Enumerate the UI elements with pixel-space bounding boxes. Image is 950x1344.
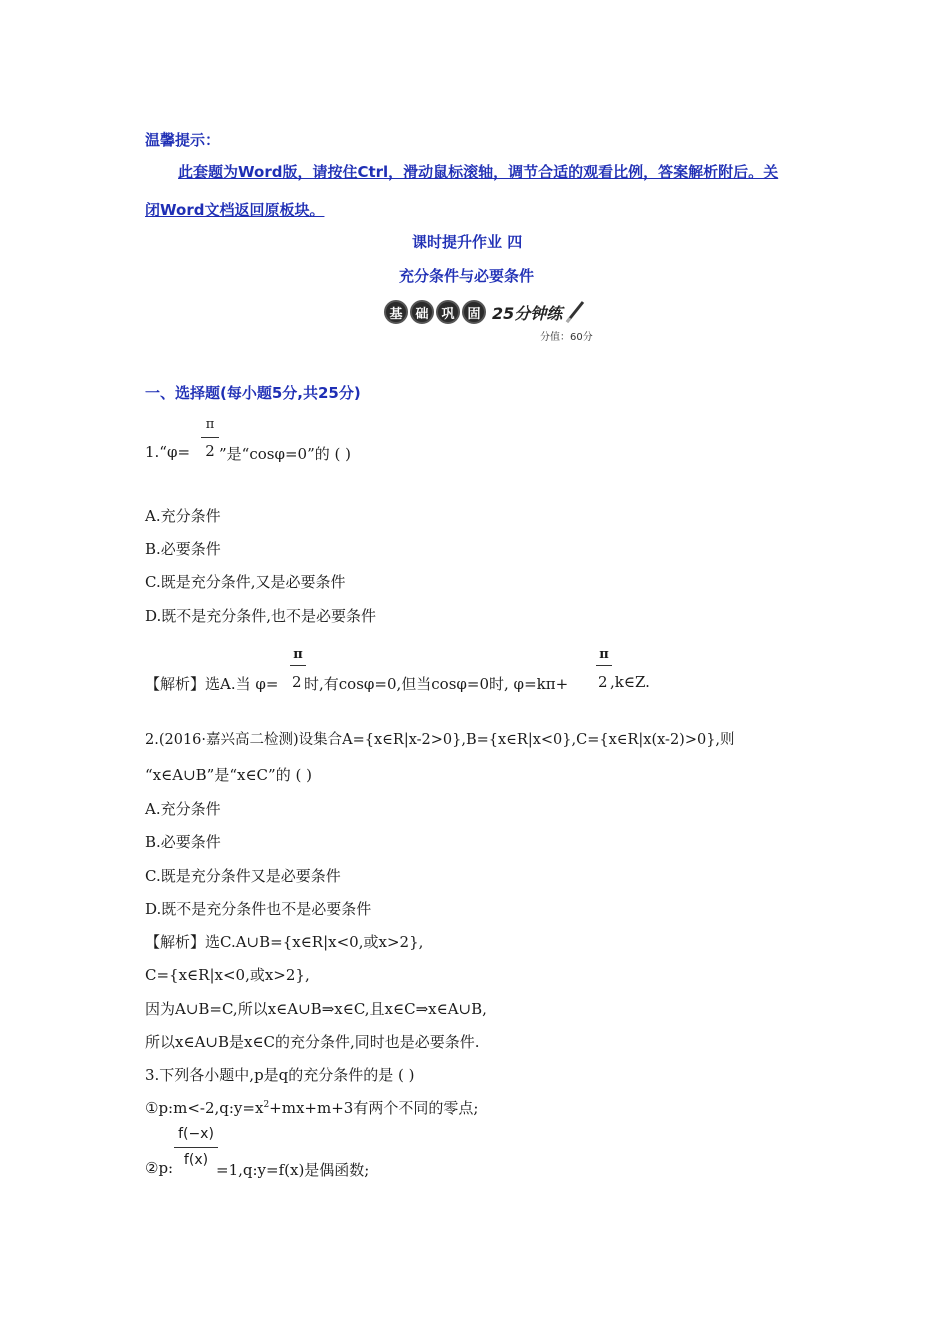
- q1-analysis-frac2-num: π: [599, 647, 609, 662]
- notice-link-line1[interactable]: 此套题为Word版，请按住Ctrl，滑动鼠标滚轴，调节合适的观看比例，答案解析附后。关: [178, 163, 779, 181]
- q1-frac-den: 2: [205, 442, 215, 460]
- badge-char-4: 固: [462, 300, 486, 324]
- q3-item2-part1: ②p:: [145, 1159, 174, 1177]
- q1-option-c: C.既是充分条件,又是必要条件: [145, 573, 346, 591]
- q2-option-b: B.必要条件: [145, 833, 221, 851]
- q1-analysis-den1: 2: [292, 673, 302, 691]
- q1-analysis-part3: ,k∈Z.: [610, 673, 650, 691]
- q2-stem-line2: “x∈A∪B”是“x∈C”的 ( ): [145, 766, 312, 784]
- q1-option-d: D.既不是充分条件,也不是必要条件: [145, 607, 377, 625]
- q2-option-a: A.充分条件: [145, 800, 221, 818]
- q1-analysis-frac1-num: π: [293, 647, 303, 662]
- q2-option-d: D.既不是充分条件也不是必要条件: [145, 900, 372, 918]
- badge-text: 25分钟练: [492, 303, 563, 323]
- q3-item1: [145, 1097, 478, 1118]
- notice-heading: 温馨提示：: [145, 131, 221, 149]
- q2-analysis-line2: C={x∈R|x<0,或x>2},: [145, 966, 310, 984]
- badge-char-3: 巩: [436, 300, 460, 324]
- q1-analysis-frac1-line: [290, 665, 306, 666]
- q2-analysis-line3: 因为A∪B=C,所以x∈A∪B⇒x∈C,且x∈C⇒x∈A∪B,: [145, 1000, 487, 1018]
- notice-link-line2[interactable]: 闭Word文档返回原板块。: [145, 201, 325, 219]
- q3-frac-num: f(−x): [178, 1126, 214, 1142]
- page-subtitle: 充分条件与必要条件: [399, 267, 535, 285]
- q1-option-a: A.充分条件: [145, 507, 221, 525]
- q2-analysis-line4: 所以x∈A∪B是x∈C的充分条件,同时也是必要条件.: [145, 1033, 480, 1051]
- q3-frac-den: f(x): [183, 1152, 209, 1168]
- q3-item1-part1: ①p:m<-2,q:y=x: [145, 1099, 264, 1117]
- score-label: 分值：60分: [540, 332, 593, 343]
- q1-frac-num: π: [205, 417, 215, 432]
- q1-stem-suffix: ”是“cosφ=0”的 ( ): [219, 445, 351, 463]
- q3-item1-sup: 2: [263, 1100, 270, 1110]
- page-title: 课时提升作业 四: [412, 233, 523, 251]
- q1-frac-line: [201, 437, 219, 438]
- q1-analysis-part2: 时,有cosφ=0,但当cosφ=0时, φ=kπ+: [304, 675, 569, 693]
- q1-analysis-part1: 【解析】选A.当 φ=: [145, 675, 279, 693]
- badge-char-2: 础: [410, 300, 434, 324]
- q2-analysis-line1: 【解析】选C.A∪B={x∈R|x<0,或x>2},: [145, 933, 424, 951]
- q1-option-b: B.必要条件: [145, 540, 221, 558]
- q1-analysis-frac2-line: [596, 665, 612, 666]
- q2-stem-line1: 2.(2016·嘉兴高二检测)设集合A={x∈R|x-2>0},B={x∈R|x<0},C={x∈R|x(x-2)>0},则: [145, 732, 735, 748]
- q1-analysis-den2: 2: [598, 673, 608, 691]
- badge-char-1: 基: [384, 300, 408, 324]
- section-heading: 一、选择题(每小题5分,共25分): [145, 384, 361, 402]
- pencil-icon: [564, 299, 586, 325]
- q3-stem: 3.下列各小题中,p是q的充分条件的是 ( ): [145, 1066, 415, 1084]
- q3-frac-line: [174, 1147, 218, 1148]
- q1-stem-prefix: 1.“φ=: [145, 443, 191, 461]
- q3-item2-part2: =1,q:y=f(x)是偶函数;: [216, 1161, 370, 1179]
- practice-badge: [384, 298, 586, 326]
- q3-item1-part2: +mx+m+3有两个不同的零点;: [269, 1099, 479, 1117]
- q2-option-c: C.既是充分条件又是必要条件: [145, 867, 341, 885]
